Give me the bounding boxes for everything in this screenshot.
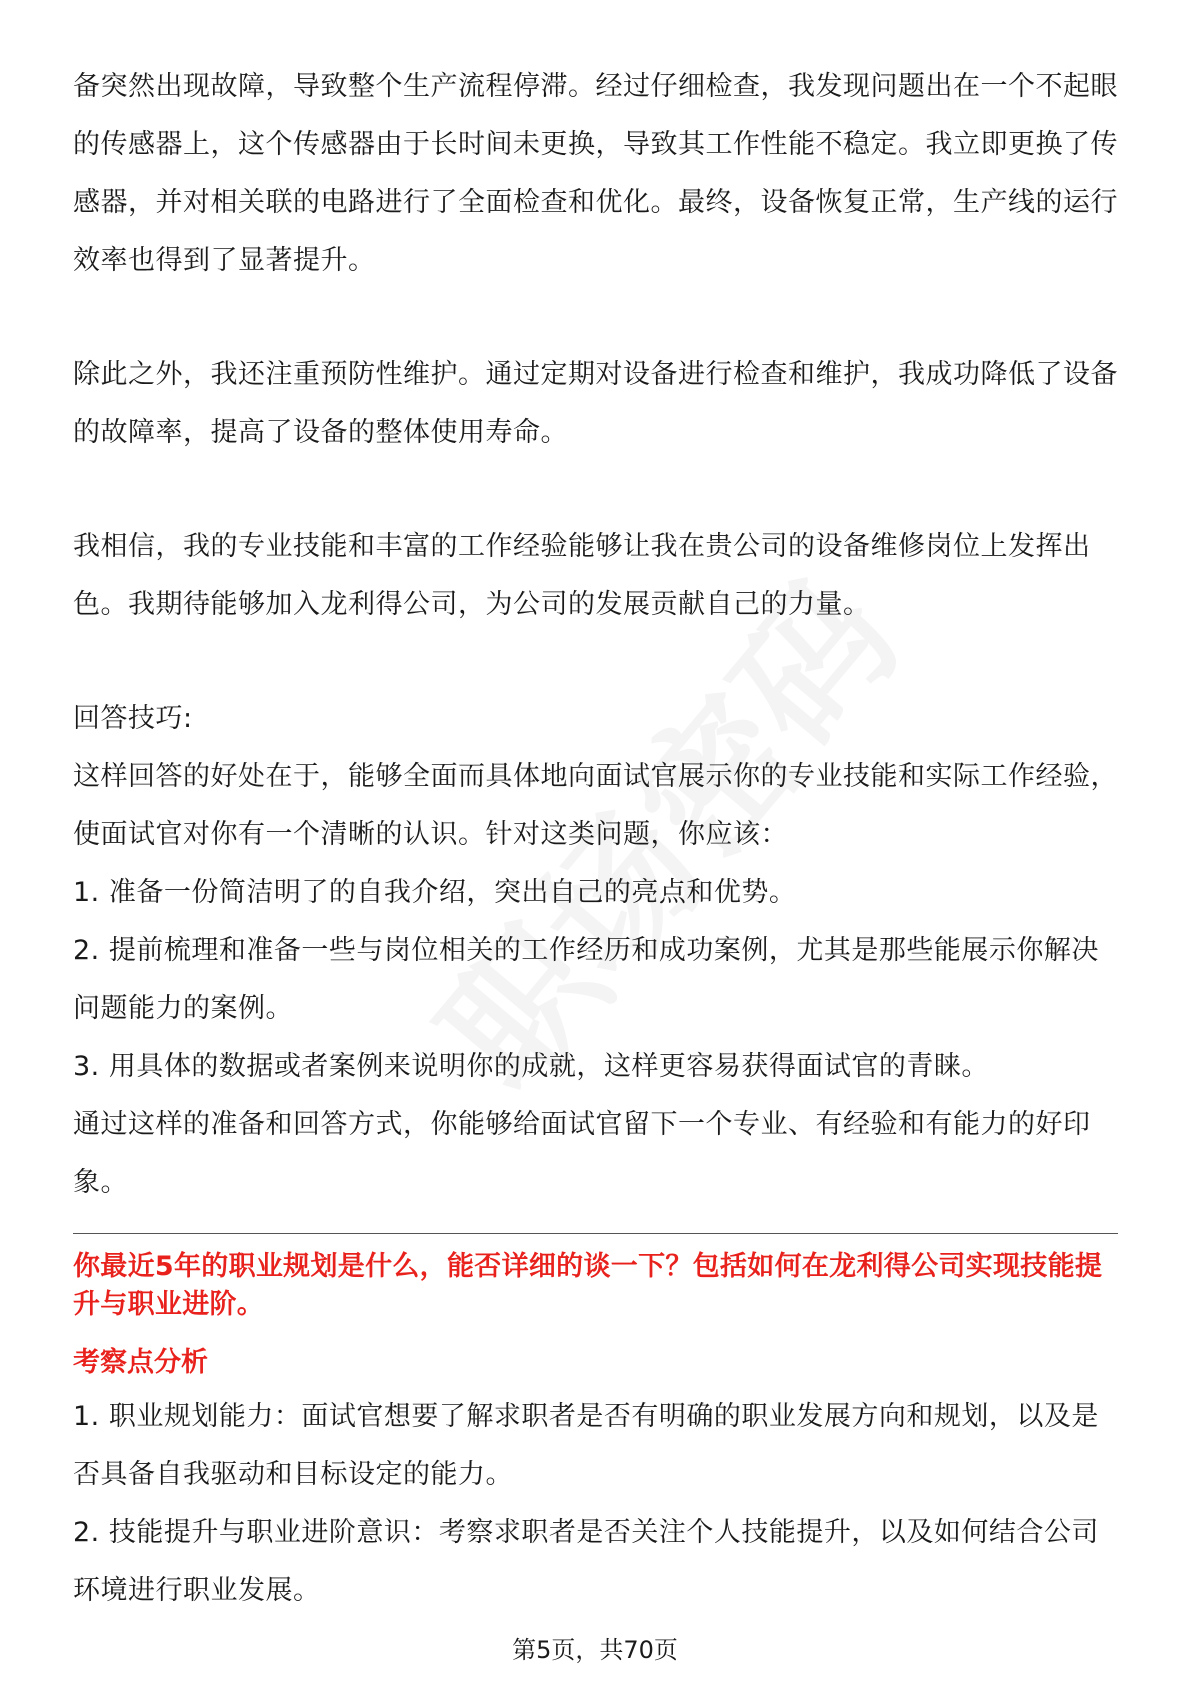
tips-intro: 这样回答的好处在于，能够全面而具体地向面试官展示你的专业技能和实际工作经验，使面试官对你有一个清晰的认识。针对这类问题，你应该： bbox=[73, 761, 1118, 850]
tips-item-3: 3. 用具体的数据或者案例来说明你的成就，这样更容易获得面试官的青睐。 bbox=[73, 1051, 989, 1082]
analysis-item-2: 2. 技能提升与职业进阶意识：考察求职者是否关注个人技能提升，以及如何结合公司环境进行职业发展。 bbox=[73, 1517, 1099, 1606]
paragraph-fault-story: 备突然出现故障，导致整个生产流程停滞。经过仔细检查，我发现问题出在一个不起眼的传感器上，这个传感器由于长时间未更换，导致其工作性能不稳定。我立即更换了传感器，并对相关联的电路进行了全面检查和优化。最终，设备恢复正常，生产线的运行效率也得到了显著提升。 bbox=[73, 71, 1118, 276]
tips-conclusion: 通过这样的准备和回答方式，你能够给面试官留下一个专业、有经验和有能力的好印象。 bbox=[73, 1109, 1091, 1198]
tips-heading: 回答技巧: bbox=[73, 703, 193, 734]
paragraph-preventive-maintenance: 除此之外，我还注重预防性维护。通过定期对设备进行检查和维护，我成功降低了设备的故障率，提高了设备的整体使用寿命。 bbox=[73, 359, 1118, 448]
section-divider bbox=[73, 1233, 1118, 1234]
document-page bbox=[73, 58, 1118, 1620]
paragraph-closing-statement: 我相信，我的专业技能和丰富的工作经验能够让我在贵公司的设备维修岗位上发挥出色。我期待能够加入龙利得公司，为公司的发展贡献自己的力量。 bbox=[73, 531, 1091, 620]
analysis-item-1: 1. 职业规划能力：面试官想要了解求职者是否有明确的职业发展方向和规划，以及是否具备自我驱动和目标设定的能力。 bbox=[73, 1401, 1099, 1490]
page-footer: 第5页，共70页 bbox=[512, 1636, 678, 1664]
analysis-title: 考察点分析 bbox=[73, 1347, 208, 1378]
interview-question: 你最近5年的职业规划是什么，能否详细的谈一下？包括如何在龙利得公司实现技能提升与职业进阶。 bbox=[73, 1251, 1103, 1320]
tips-item-2: 2. 提前梳理和准备一些与岗位相关的工作经历和成功案例，尤其是那些能展示你解决问题能力的案例。 bbox=[73, 935, 1099, 1024]
tips-item-1: 1. 准备一份简洁明了的自我介绍，突出自己的亮点和优势。 bbox=[73, 877, 797, 908]
